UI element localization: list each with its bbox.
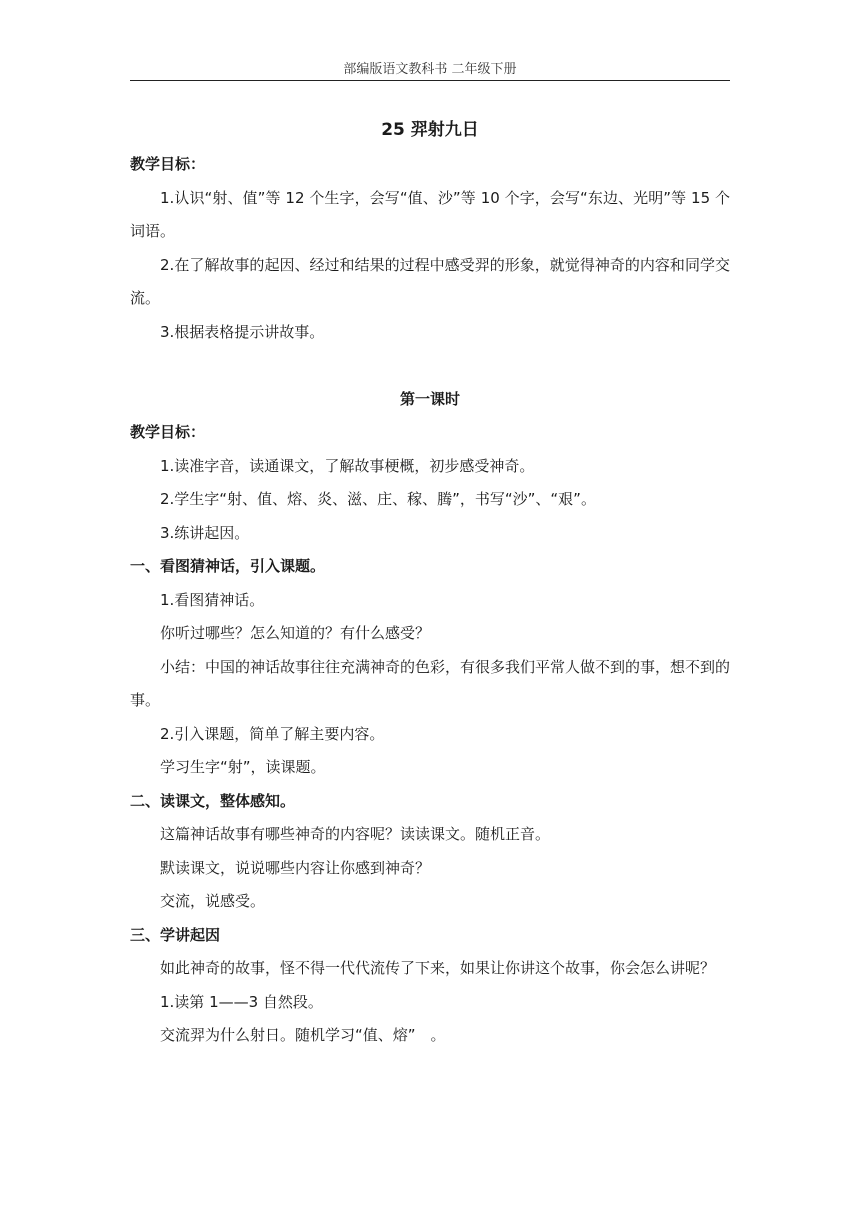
period-title: 第一课时 (399, 389, 460, 408)
goal-item: 3.根据表格提示讲故事。 (160, 322, 325, 341)
period-goal-item: 1.读准字音，读通课文，了解故事梗概，初步感受神奇。 (160, 456, 535, 475)
lesson-title: 25 羿射九日 (381, 120, 479, 140)
goal-item: 2.在了解故事的起因、经过和结果的过程中感受羿的形象，就觉得神奇的内容和同学交流。 (130, 255, 730, 307)
section-paragraph: 如此神奇的故事，怪不得一代代流传了下来，如果让你讲这个故事，你会怎么讲呢？ (160, 959, 716, 977)
period-goal-item: 3.练讲起因。 (160, 523, 250, 542)
section-paragraph: 交流，说感受。 (160, 892, 266, 910)
blank-line (130, 349, 730, 383)
section-paragraph: 1.看图猜神话。 (160, 590, 265, 609)
goal-item: 1.认识“射、值”等 12 个生字，会写“值、沙”等 10 个字，会写“东边、光明”等 15 个词语。 (130, 188, 730, 240)
running-header: 部编版语文教科书 二年级下册 (343, 62, 517, 77)
goals-heading: 教学目标： (130, 155, 206, 173)
section-paragraph: 2.引入课题，简单了解主要内容。 (160, 724, 385, 743)
section-paragraph: 默读课文，说说哪些内容让你感到神奇？ (160, 858, 431, 877)
section-heading: 二、读课文，整体感知。 (130, 791, 296, 810)
section-paragraph: 交流羿为什么射日。随机学习“值、熔” 。 (160, 1026, 446, 1044)
section-paragraph: 小结：中国的神话故事往往充满神奇的色彩，有很多我们平常人做不到的事，想不到的事。 (130, 657, 731, 709)
header-rule (130, 80, 730, 81)
section-paragraph: 学习生字“射”，读课题。 (160, 758, 326, 776)
section-paragraph: 这篇神话故事有哪些神奇的内容呢？读读课文。随机正音。 (160, 825, 551, 843)
period-goal-item: 2.学生字“射、值、熔、炎、滋、庄、稼、腾”，书写“沙”、“艰”。 (160, 490, 596, 508)
section-heading: 三、学讲起因 (130, 925, 221, 944)
section-paragraph: 1.读第 1——3 自然段。 (160, 992, 323, 1011)
period-goals-heading: 教学目标： (130, 423, 206, 441)
section-paragraph: 你听过哪些？怎么知道的？有什么感受？ (160, 624, 431, 642)
document-body (130, 113, 730, 1053)
section-heading: 一、看图猜神话，引入课题。 (130, 557, 326, 575)
